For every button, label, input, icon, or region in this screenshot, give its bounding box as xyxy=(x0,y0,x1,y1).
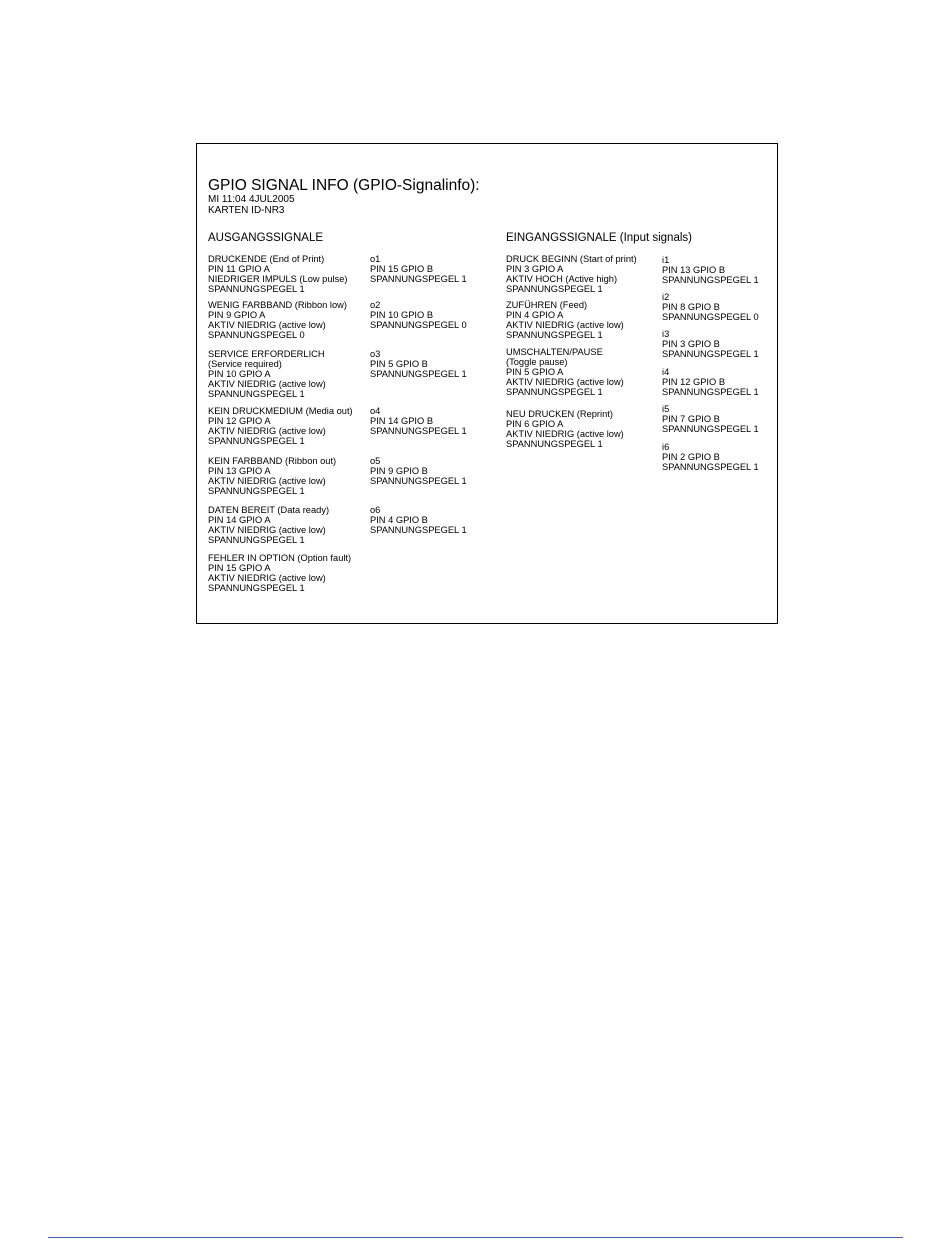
input-signal-block xyxy=(506,409,624,449)
signal-line: SPANNUNGSPEGEL 1 xyxy=(208,436,305,447)
output-signal-block xyxy=(208,553,351,593)
signal-line: PIN 2 GPIO B xyxy=(662,452,720,463)
signal-line: SPANNUNGSPEGEL 1 xyxy=(506,439,603,450)
signal-line: i3 xyxy=(662,329,670,339)
signal-line: SPANNUNGSPEGEL 1 xyxy=(208,535,305,546)
signal-line: SPANNUNGSPEGEL 0 xyxy=(370,320,467,331)
signal-line: NEU DRUCKEN (Reprint) xyxy=(506,409,613,419)
signal-line: SPANNUNGSPEGEL 1 xyxy=(370,369,467,380)
signal-line: i5 xyxy=(662,404,670,414)
printout-card-id: KARTEN ID-NR3 xyxy=(208,205,285,216)
signal-line: SPANNUNGSPEGEL 1 xyxy=(208,486,305,497)
signal-line: o2 xyxy=(370,300,381,310)
signal-line: PIN 6 GPIO A xyxy=(506,419,564,430)
signal-line: SPANNUNGSPEGEL 1 xyxy=(506,387,603,398)
signal-line: AKTIV NIEDRIG (active low) xyxy=(208,379,326,390)
signal-line: AKTIV NIEDRIG (active low) xyxy=(208,476,326,487)
output-gpio-b-block xyxy=(370,254,467,284)
signal-line: o4 xyxy=(370,406,381,416)
signal-line: PIN 9 GPIO B xyxy=(370,466,428,477)
signal-line: SPANNUNGSPEGEL 1 xyxy=(370,476,467,487)
printout-datetime: MI 11:04 4JUL2005 xyxy=(208,194,295,205)
signal-line: SPANNUNGSPEGEL 1 xyxy=(506,284,603,295)
signal-line: i2 xyxy=(662,292,670,302)
signal-line: PIN 15 GPIO A xyxy=(208,563,271,574)
signal-line: PIN 11 GPIO A xyxy=(208,264,270,275)
signal-line: SPANNUNGSPEGEL 1 xyxy=(208,284,305,295)
signal-line: AKTIV NIEDRIG (active low) xyxy=(208,525,326,536)
signal-line: SPANNUNGSPEGEL 1 xyxy=(370,525,467,536)
signal-line: SPANNUNGSPEGEL 1 xyxy=(208,389,305,400)
signal-line: o3 xyxy=(370,349,381,359)
input-gpio-b-block xyxy=(662,404,759,434)
output-signal-block xyxy=(208,456,336,496)
signal-line: SPANNUNGSPEGEL 1 xyxy=(208,583,305,594)
signal-line: (Toggle pause) xyxy=(506,357,568,368)
output-signal-block xyxy=(208,406,353,446)
signal-line: PIN 10 GPIO B xyxy=(370,310,434,321)
signal-line: PIN 13 GPIO B xyxy=(662,265,726,276)
input-signal-block xyxy=(506,300,624,340)
output-signal-block xyxy=(208,505,329,545)
input-gpio-b-block xyxy=(662,292,759,322)
signal-line: KEIN FARBBAND (Ribbon out) xyxy=(208,456,337,466)
input-signal-block xyxy=(506,254,637,294)
signal-line: PIN 15 GPIO B xyxy=(370,264,434,275)
input-gpio-b-block xyxy=(662,442,759,472)
signal-line: PIN 7 GPIO B xyxy=(662,414,720,425)
input-signal-block xyxy=(506,347,624,397)
signal-line: NIEDRIGER IMPULS (Low pulse) xyxy=(208,274,348,285)
signal-line: i1 xyxy=(662,255,670,265)
signal-line: PIN 4 GPIO A xyxy=(506,310,564,321)
signal-line: PIN 12 GPIO A xyxy=(208,416,271,427)
output-signal-block xyxy=(208,349,326,399)
output-gpio-b-block xyxy=(370,406,467,436)
signal-line: PIN 3 GPIO A xyxy=(506,264,564,275)
footer-rule xyxy=(48,1237,903,1238)
signal-line: ZUFÜHREN (Feed) xyxy=(506,300,588,310)
signal-line: SPANNUNGSPEGEL 1 xyxy=(662,349,759,360)
signal-line: AKTIV NIEDRIG (active low) xyxy=(208,573,326,584)
output-gpio-b-block xyxy=(370,505,467,535)
signal-line: SPANNUNGSPEGEL 1 xyxy=(370,426,467,437)
signal-line: KEIN DRUCKMEDIUM (Media out) xyxy=(208,406,353,416)
signal-line: PIN 5 GPIO A xyxy=(506,367,564,378)
signal-line: SPANNUNGSPEGEL 0 xyxy=(208,330,305,341)
signal-line: AKTIV NIEDRIG (active low) xyxy=(506,377,624,388)
signal-line: (Service required) xyxy=(208,359,282,370)
inputs-heading: EINGANGSSIGNALE (Input signals) xyxy=(506,232,692,244)
signal-line: PIN 14 GPIO A xyxy=(208,515,271,526)
signal-line: SPANNUNGSPEGEL 1 xyxy=(506,330,603,341)
signal-line: UMSCHALTEN/PAUSE xyxy=(506,347,603,357)
signal-line: i6 xyxy=(662,442,670,452)
signal-line: o6 xyxy=(370,505,381,515)
signal-line: AKTIV HOCH (Active high) xyxy=(506,274,618,285)
signal-line: AKTIV NIEDRIG (active low) xyxy=(208,320,326,331)
signal-line: AKTIV NIEDRIG (active low) xyxy=(208,426,326,437)
signal-line: SPANNUNGSPEGEL 1 xyxy=(662,462,759,473)
signal-line: PIN 3 GPIO B xyxy=(662,339,720,350)
signal-line: SPANNUNGSPEGEL 1 xyxy=(662,424,759,435)
printout-title: GPIO SIGNAL INFO (GPIO-Signalinfo): xyxy=(208,177,480,194)
signal-line: o5 xyxy=(370,456,381,466)
signal-line: DRUCKENDE (End of Print) xyxy=(208,254,325,264)
signal-line: PIN 13 GPIO A xyxy=(208,466,271,477)
outputs-heading: AUSGANGSSIGNALE xyxy=(208,232,324,244)
signal-line: PIN 5 GPIO B xyxy=(370,359,428,370)
signal-line: PIN 9 GPIO A xyxy=(208,310,266,321)
output-gpio-b-block xyxy=(370,349,467,379)
signal-line: PIN 8 GPIO B xyxy=(662,302,720,313)
output-gpio-b-block xyxy=(370,456,467,486)
signal-line: AKTIV NIEDRIG (active low) xyxy=(506,320,624,331)
signal-line: PIN 4 GPIO B xyxy=(370,515,428,526)
signal-line: SPANNUNGSPEGEL 1 xyxy=(662,387,759,398)
signal-line: DATEN BEREIT (Data ready) xyxy=(208,505,330,515)
signal-line: PIN 14 GPIO B xyxy=(370,416,434,427)
signal-line: SPANNUNGSPEGEL 1 xyxy=(370,274,467,285)
signal-line: FEHLER IN OPTION (Option fault) xyxy=(208,553,352,563)
output-signal-block xyxy=(208,254,348,294)
signal-line: SPANNUNGSPEGEL 0 xyxy=(662,312,759,323)
input-gpio-b-block xyxy=(662,329,759,359)
signal-line: PIN 10 GPIO A xyxy=(208,369,271,380)
signal-line: i4 xyxy=(662,367,670,377)
signal-line: AKTIV NIEDRIG (active low) xyxy=(506,429,624,440)
signal-line: DRUCK BEGINN (Start of print) xyxy=(506,254,637,264)
signal-line: o1 xyxy=(370,254,381,264)
input-gpio-b-block xyxy=(662,367,759,397)
input-gpio-b-block xyxy=(662,255,759,285)
output-signal-block xyxy=(208,300,347,340)
output-gpio-b-block xyxy=(370,300,467,330)
signal-line: WENIG FARBBAND (Ribbon low) xyxy=(208,300,347,310)
signal-line: PIN 12 GPIO B xyxy=(662,377,726,388)
signal-line: SPANNUNGSPEGEL 1 xyxy=(662,275,759,286)
signal-line: SERVICE ERFORDERLICH xyxy=(208,349,325,359)
